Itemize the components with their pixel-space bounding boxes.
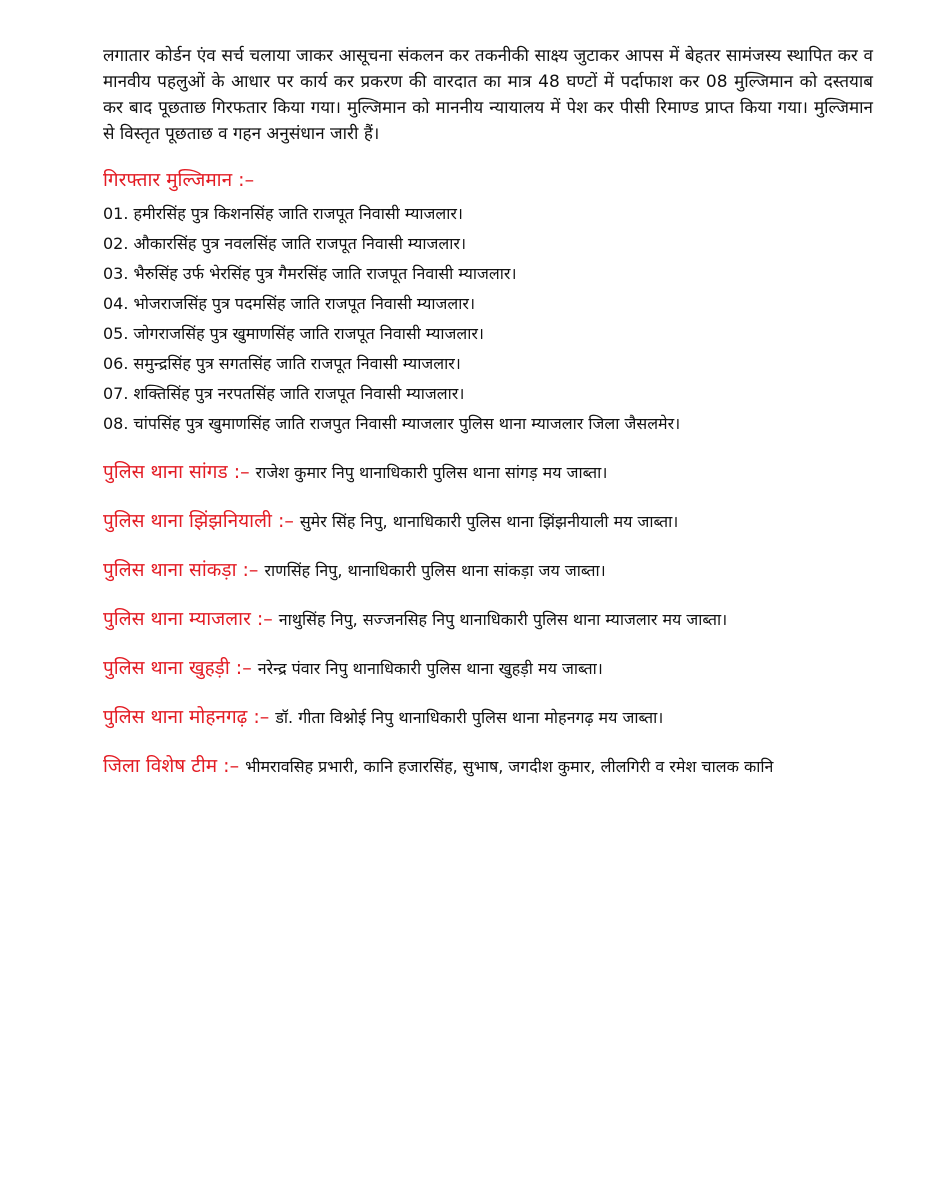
document-page	[103, 43, 873, 782]
team-text: नरेन्द्र पंवार निपु थानाधिकारी पुलिस थाना खुहड़ी मय जाब्ता।	[257, 659, 603, 678]
list-item: 07. शक्तिसिंह पुत्र नरपतसिंह जाति राजपूत निवासी म्याजलार।	[103, 384, 465, 403]
team-text: राजेश कुमार निपु थानाधिकारी पुलिस थाना सांगड़ मय जाब्ता।	[255, 463, 608, 482]
team-jhinjhaniyali	[103, 506, 873, 537]
list-item: 04. भोजराजसिंह पुत्र पदमसिंह जाति राजपूत निवासी म्याजलार।	[103, 294, 476, 313]
team-text: राणसिंह निपु, थानाधिकारी पुलिस थाना सांकड़ा जय जाब्ता।	[264, 561, 606, 580]
team-myajlar	[103, 604, 873, 635]
team-label: पुलिस थाना मोहनगढ़ :–	[103, 706, 270, 728]
team-text: भीमरावसिह प्रभारी, कानि हजारसिंह, सुभाष, जगदीश कुमार, लीलगिरी व रमेश चालक कानि	[245, 757, 774, 776]
team-label: पुलिस थाना सांगड :–	[103, 461, 250, 483]
arrested-accused-heading: गिरफ्तार मुल्जिमान :–	[103, 169, 255, 191]
team-district-special	[103, 751, 873, 782]
team-label: पुलिस थाना झिंझनियाली :–	[103, 510, 294, 532]
list-item: 02. औकारसिंह पुत्र नवलसिंह जाति राजपूत निवासी म्याजलार।	[103, 234, 467, 253]
list-item: 01. हमीरसिंह पुत्र किशनसिंह जाति राजपूत निवासी म्याजलार।	[103, 204, 463, 223]
team-label: पुलिस थाना म्याजलार :–	[103, 608, 273, 630]
team-text: नाथुसिंह निपु, सज्जनसिह निपु थानाधिकारी पुलिस थाना म्याजलार मय जाब्ता।	[278, 610, 728, 629]
list-item: 05. जोगराजसिंह पुत्र खुमाणसिंह जाति राजपूत निवासी म्याजलार।	[103, 324, 484, 343]
arrested-accused-list	[103, 199, 873, 439]
team-label: पुलिस थाना सांकड़ा :–	[103, 559, 259, 581]
list-item: 03. भैरुसिंह उर्फ भेरसिंह पुत्र गैमरसिंह जाति राजपूत निवासी म्याजलार।	[103, 264, 517, 283]
list-item: 08. चांपसिंह पुत्र खुमाणसिंह जाति राजपुत निवासी म्याजलार पुलिस थाना म्याजलार जिला जैसलमेर।	[103, 414, 681, 433]
list-item: 06. समुन्द्रसिंह पुत्र सगतसिंह जाति राजपूत निवासी म्याजलार।	[103, 354, 461, 373]
team-sankda	[103, 555, 873, 586]
intro-paragraph: लगातार कोर्डन एंव सर्च चलाया जाकर आसूचना संकलन कर तकनीकी साक्ष्य जुटाकर आपस में बेहतर सामंजस्य स्थापित कर व मानवीय पहलुओं के आधार पर कार्य कर प्रकरण की वारदात का मात्र 48 घण्टों में पर्दाफाश कर 08 मुल्जिमान को दस्तयाब कर बाद पूछताछ गिरफतार किया गया। मुल्जिमान को माननीय न्यायालय में पेश कर पीसी रिमाण्ड प्राप्त किया गया। मुल्जिमान से विस्तृत पूछताछ व गहन अनुसंधान जारी हैं।	[103, 46, 873, 144]
team-sangad	[103, 457, 873, 488]
team-text: डॉ. गीता विश्नोई निपु थानाधिकारी पुलिस थाना मोहनगढ़ मय जाब्ता।	[275, 708, 664, 727]
team-label: जिला विशेष टीम :–	[103, 755, 240, 777]
team-mohangarh	[103, 702, 873, 733]
team-label: पुलिस थाना खुहड़ी :–	[103, 657, 252, 679]
team-text: सुमेर सिंह निपु, थानाधिकारी पुलिस थाना झिंझनीयाली मय जाब्ता।	[299, 512, 679, 531]
team-khuhdi	[103, 653, 873, 684]
